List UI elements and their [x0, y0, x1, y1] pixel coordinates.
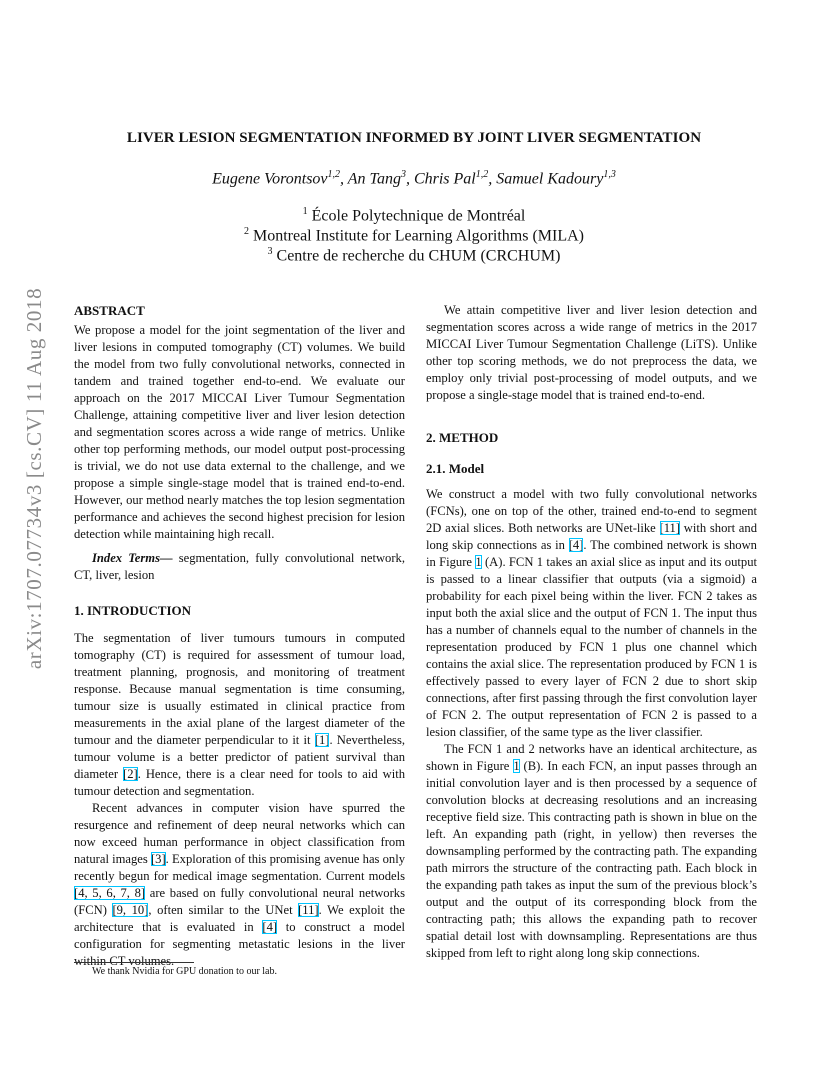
intro-heading: 1. INTRODUCTION: [74, 603, 192, 618]
intro-text: . Nevertheless, tumour volume is a better predictor of patient survival than diameter: [74, 733, 405, 781]
author-affil: 1,2: [327, 169, 341, 180]
author-name: Chris Pal: [413, 170, 476, 188]
citation-link[interactable]: [4, 5, 6, 7, 8]: [74, 886, 146, 900]
affiliation-text: Centre de recherche du CHUM (CRCHUM): [276, 247, 561, 265]
intro-text: The segmentation of liver tumours tumours in computed tomography (CT) is required for assessment of tumour load, treatment planning, prognosis, and monitoring of treatment response. Because manual segmentation is time consuming, tumour size is usually estimated in clinical practice from measurements in the axial plane of the largest diameter of the tumour and the diameter perpendicular to it it: [74, 631, 405, 747]
intro-text: . Hence, there is a clear need for tools to aid with tumour detection and segmentation.: [74, 767, 406, 798]
intro-paragraph-1: [74, 630, 405, 800]
abstract-heading: ABSTRACT: [74, 303, 145, 318]
affiliation-1: [0, 206, 828, 225]
author-name: Samuel Kadoury: [496, 170, 604, 188]
author-affil: 1,3: [603, 169, 616, 180]
right-column: [426, 302, 757, 962]
affiliation-number: 2: [243, 226, 249, 237]
paper-title: LIVER LESION SEGMENTATION INFORMED BY JOINT LIVER SEGMENTATION: [126, 130, 702, 146]
affiliation-text: École Polytechnique de Montréal: [311, 207, 526, 225]
method-text: . The combined network is shown in Figure: [426, 538, 757, 569]
intro-text: , often similar to the UNet: [148, 903, 299, 917]
citation-link[interactable]: [11]: [298, 903, 319, 917]
left-column: [74, 302, 405, 970]
affiliation-number: 3: [267, 246, 273, 257]
method-heading: 2. METHOD: [426, 430, 499, 445]
index-terms: [74, 550, 405, 584]
footnote-rule: [74, 962, 194, 963]
intro-paragraph-3: We attain competitive liver and liver lesion detection and segmentation scores across a wide range of metrics in the 2017 MICCAI Liver Tumour Segmentation Challenge (LiTS). Unlike other top scoring methods, we do not preprocess the data, we employ only trivial post-processing of model outputs, and we propose a single-stage model that is trained end-to-end.: [426, 303, 757, 402]
figure-link[interactable]: 1: [475, 555, 482, 569]
method-text: with short and long skip connections as in: [426, 521, 757, 552]
arxiv-stamp-text: arXiv:1707.07734v3 [cs.CV] 11 Aug 2018: [22, 287, 47, 669]
footnote: We thank Nvidia for GPU donation to our lab.: [92, 966, 277, 977]
method-paragraph-2: [426, 741, 757, 962]
author-list: Eugene Vorontsov$^{1,2}$, An Tang$^3$, Chris Pal$^{1,2}$, Samuel Kadoury$^{1,3}$: [212, 169, 616, 188]
citation-link[interactable]: [3]: [150, 852, 166, 866]
model-subheading: 2.1. Model: [426, 461, 485, 476]
citation-link[interactable]: [2]: [123, 767, 138, 781]
index-terms-text: segmentation, fully convolutional network, CT, liver, lesion: [74, 551, 405, 582]
abstract-body: We propose a model for the joint segmentation of the liver and liver lesions in computed tomography (CT) volumes. We build the model from two fully convolutional networks, connected in tandem and trained together end-to-end. We evaluate our approach on the 2017 MICCAI Liver Tumour Segmentation Challenge, attaining competitive liver and liver lesion detection and segmentation scores across a wide range of metrics. Unlike other top performing methods, our model output post-processing is trivial, we do not use data external to the challenge, and we propose a simple single-stage model that is trained end-to-end. However, our method nearly matches the top lesion segmentation performance and achieves the second highest precision for lesion detection while maintaining high recall.: [74, 323, 405, 541]
method-text: (B). In each FCN, an input passes through an initial convolution layer and is then processed by a sequence of convolution blocks at decreasing resolutions and an increasing receptive field size. This contracting path is shown in blue on the left. An expanding path (right, in yellow) then reverses the downsampling performed by the contracting path. The expanding path mirrors the structure of the contracting path. Each block in the expanding path takes as input the sum of the previous block’s output and the output of its corresponding block from the contracting path; this allows the expanding path to recover spatial detail lost with downsampling. Representations are thus skipped from left to right along long skip connections.: [426, 759, 757, 960]
citation-link[interactable]: [1]: [314, 733, 330, 747]
intro-text: . Exploration of this promising avenue has only recently begun for medical image segmentation. Current models: [74, 852, 405, 883]
author-affil: 3: [400, 169, 406, 180]
method-text: The FCN 1 and 2 networks have an identical architecture, as shown in Figure: [426, 742, 757, 773]
author-affil: 1,2: [475, 169, 489, 180]
figure-link[interactable]: 1: [513, 759, 520, 773]
intro-text: are based on fully convolutional neural networks (FCN): [74, 886, 405, 917]
affiliation-2: [0, 226, 828, 245]
citation-link[interactable]: [4]: [568, 538, 584, 552]
citation-link[interactable]: [9, 10]: [112, 903, 149, 917]
affiliation-3: [0, 246, 828, 265]
citation-link[interactable]: [11]: [659, 521, 681, 535]
method-text: We construct a model with two fully convolutional networks (FCNs), one on top of the other, trained end-to-end to segment 2D axial slices. Both networks are UNet-like: [426, 487, 757, 535]
author-name: Eugene Vorontsov: [212, 170, 328, 188]
index-terms-label: Index Terms—: [92, 551, 173, 565]
intro-text: . We exploit the architecture that is evaluated in: [74, 903, 405, 934]
author-name: An Tang: [347, 170, 401, 188]
intro-text: to construct a model configuration for segmenting metastatic lesions in the liver within CT volumes.: [74, 920, 406, 968]
arxiv-stamp: [20, 282, 50, 674]
affiliation-number: 1: [302, 206, 308, 217]
intro-text: Recent advances in computer vision have spurred the resurgence and refinement of deep neural networks which can now exceed human performance in object classification from natural images: [74, 801, 405, 866]
citation-link[interactable]: [4]: [262, 920, 278, 934]
method-paragraph-1: [426, 486, 757, 741]
method-text: (A). FCN 1 takes an axial slice as input and its output is passed to a linear classifier that outputs (via a sigmoid) a probability for each pixel being within the liver. FCN 2 takes as input both the axial slice and the output of FCN 1. The input thus has a number of channels equal to the number of channels in the representation produced by FCN 1 plus one channel which contains the axial slice. The representation produced by FCN 1 is effectively passed to every layer of FCN 2 due to short skip connections, after first passing through the first convolution layer of FCN 2. The output representation of FCN 2 is passed to a lesion classifier, of the same type as the liver classifier.: [426, 555, 757, 739]
affiliation-text: Montreal Institute for Learning Algorithms (MILA): [252, 227, 585, 245]
intro-paragraph-2: [74, 800, 405, 970]
